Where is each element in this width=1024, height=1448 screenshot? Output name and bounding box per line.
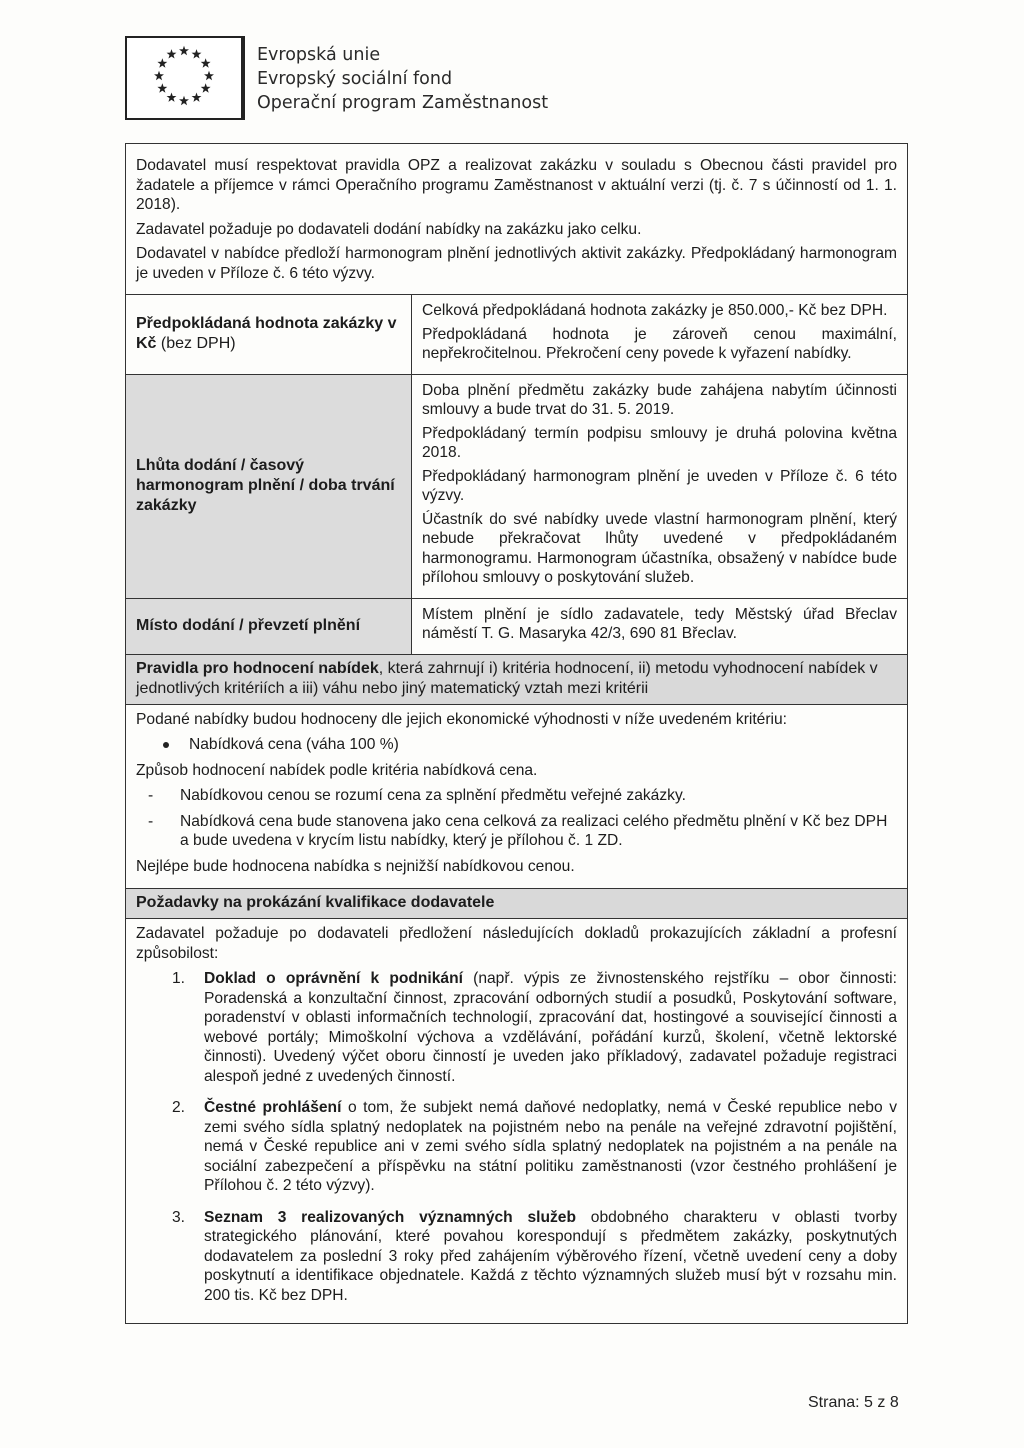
term-label: Lhůta dodání / časový harmonogram plnění / doba trvání zakázky [136, 457, 395, 514]
item-number: 2. [172, 1099, 186, 1116]
place-paragraph: Místem plnění je sídlo zadavatele, tedy Městský úřad Břeclav náměstí T. G. Masaryka 42/3, 690 81 Břeclav. [422, 605, 897, 642]
value-label-cell [126, 295, 412, 374]
item-bold: Čestné prohlášení [204, 1099, 342, 1116]
eu-star-icon [154, 71, 164, 80]
evaluation-section [126, 704, 907, 889]
value-row [126, 294, 907, 374]
place-content-cell [412, 599, 907, 654]
document-table [125, 143, 908, 1324]
evaluation-paragraph-3: Nejlépe bude hodnocena nabídka s nejnižší nabídkovou cenou. [136, 857, 575, 875]
intro-paragraph-3: Dodavatel v nabídce předloží harmonogram plnění jednotlivých aktivit zakázky. Předpokládaný harmonogram je uveden v Příloze č. 6 této výzvy. [136, 245, 897, 282]
intro-paragraph-2: Zadavatel požaduje po dodavateli dodání nabídky na zakázku jako celku. [136, 220, 642, 238]
eu-star-icon [167, 49, 177, 58]
qualification-heading [126, 888, 907, 918]
term-paragraph-2: Předpokládaný termín podpisu smlouvy je druhá polovina května 2018. [422, 424, 897, 461]
item-number: 1. [172, 970, 186, 987]
value-label [136, 314, 401, 354]
list-item [136, 1098, 897, 1196]
qualification-section [126, 918, 907, 1323]
item-text: o tom, že subjekt nemá daňové nedoplatky, nemá v České republice nebo v zemi svého sídla splatný nedoplatek na pojistném nebo na penále na veřejné zdravotní pojištění, nemá v České republice ani v zemi svého sídla splatný nedoplatek na pojistném a na penále na sociální zabezpečení a příspěvku na státní politiku zaměstnanosti (vzor čestného prohlášení je Přílohou č. 2 této výzvy). [204, 1099, 897, 1194]
term-paragraph-4: Účastník do své nabídky uvede vlastní harmonogram plnění, který nebude překračovat lhůty uvedené v předpokládaném harmonogramu. Harmonogram účastníka, obsažený v nabídce bude přílohou smlouvy o poskytování služeb. [422, 510, 897, 586]
place-row [126, 598, 907, 654]
list-item [136, 969, 897, 1086]
qualification-heading-text: Požadavky na prokázání kvalifikace dodavatele [136, 894, 495, 911]
term-paragraph-3: Předpokládaný harmonogram plnění je uveden v Příloze č. 6 této výzvy. [422, 467, 897, 504]
value-paragraph-2: Předpokládaná hodnota je zároveň cenou maximální, nepřekročitelnou. Překročení ceny povede k vyřazení nabídky. [422, 325, 897, 362]
term-label-cell [126, 375, 412, 598]
item-text: (např. výpis ze živnostenského rejstříku – obor činnosti: Poradenská a konzultační činnost, zpracování odborných studií a posudků, Poskytování software, poradenství v oblasti informačních technologií, zpracování dat, hostingové a související činnosti a webové portály; Mimoškolní výchova a vzdělávání, pořádání kurzů, školení, včetně lektorské činnosti). Uvedený výčet oboru činností je uveden jako příkladový, zadavatel požaduje registraci alespoň jedné z uvedených činností. [204, 970, 897, 1085]
eu-stars-icon [127, 38, 241, 118]
eu-star-icon [201, 83, 211, 92]
evaluation-heading-bold: Pravidla pro hodnocení nabídek [136, 659, 379, 677]
item-bold: Seznam 3 realizovaných významných služeb [204, 1208, 577, 1226]
qualification-paragraph: Zadavatel požaduje po dodavateli předložení následujících dokladů prokazujících základní a profesní způsobilost: [136, 925, 897, 962]
term-paragraph-1: Doba plnění předmětu zakázky bude zahájena nabytím účinnosti smlouvy a bude trvat do 31. 5. 2019. [422, 381, 897, 418]
eu-star-icon [204, 71, 214, 80]
place-label-cell [126, 599, 412, 654]
list-item: - Nabídkovou cenou se rozumí cena za splnění předmětu veřejné zakázky. [136, 786, 897, 806]
value-label-bold: Předpokládaná hodnota zakázky v Kč [136, 315, 397, 353]
qualification-list [136, 969, 897, 1305]
evaluation-heading-rest: , která zahrnují i) kritéria hodnocení, ii) metodu vyhodnocení nabídek v jednotlivých kritériích a iii) váhu nebo jiný matematický vztah mezi kritérii [136, 659, 878, 697]
term-row [126, 374, 907, 598]
eu-star-icon [167, 92, 177, 101]
evaluation-bullet-list [136, 735, 897, 755]
item-bold: Doklad o oprávnění k podnikání [204, 970, 463, 987]
place-label: Místo dodání / převzetí plnění [136, 617, 361, 634]
page-number: Strana: 5 z 8 [808, 1394, 899, 1411]
evaluation-paragraph-2: Způsob hodnocení nabídek podle kritéria nabídková cena. [136, 761, 538, 779]
value-label-normal: (bez DPH) [156, 335, 236, 353]
header-line-esf: Evropský sociální fond [257, 69, 453, 89]
item-text: obdobného charakteru v oblasti tvorby strategického plánování, které povahou korespondují s předmětem zakázky, poskytnutých dodavatelem za poslední 3 roky před zahájením výběrového řízení, včetně uvedení ceny a doby poskytnutí a identifikace objednatele. Každá z těchto významných služeb musí být v rozsahu min. 200 tis. Kč bez DPH. [204, 1208, 897, 1304]
eu-header-text [243, 36, 548, 120]
intro-section [126, 144, 907, 294]
value-paragraph-1: Celková předpokládaná hodnota zakázky je 850.000,- Kč bez DPH. [422, 302, 888, 319]
list-item [136, 1208, 897, 1306]
item-number: 3. [172, 1208, 186, 1226]
header-line-opz: Operační program Zaměstnanost [257, 93, 549, 113]
eu-star-icon [201, 58, 211, 67]
eu-star-icon [179, 46, 189, 55]
value-content-cell [412, 295, 907, 374]
term-content-cell [412, 375, 907, 598]
eu-star-icon [157, 83, 167, 92]
eu-header [125, 36, 548, 122]
eu-star-icon [192, 49, 202, 58]
evaluation-heading [126, 654, 907, 704]
evaluation-paragraph-1: Podané nabídky budou hodnoceny dle jejich ekonomické výhodnosti v níže uvedeném kritériu: [136, 710, 788, 728]
list-item: - Nabídková cena bude stanovena jako cena celková za realizaci celého předmětu plnění v Kč bez DPH a bude uvedena v krycím listu nabídky, který je přílohou č. 1 ZD. [136, 812, 897, 851]
header-line-eu: Evropská unie [257, 45, 381, 65]
list-item: Nabídková cena (váha 100 %) [136, 735, 897, 755]
eu-star-icon [179, 96, 189, 105]
evaluation-dash-list [136, 786, 897, 851]
eu-flag-logo [125, 36, 243, 120]
intro-paragraph-1: Dodavatel musí respektovat pravidla OPZ a realizovat zakázku v souladu s Obecnou části pravidel pro žadatele a příjemce v rámci Operačního programu Zaměstnanost v aktuální verzi (tj. č. 7 s účinností od 1. 1. 2018). [136, 157, 897, 213]
eu-star-icon [157, 58, 167, 67]
eu-star-icon [192, 92, 202, 101]
